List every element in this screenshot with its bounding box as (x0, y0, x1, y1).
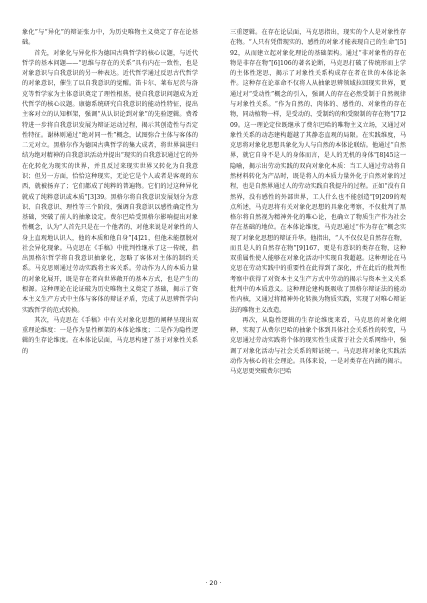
paragraph-continued: 三重逻辑。在存在论层面，马克思指出，现实的个人是对象性存在物。“人只有凭借现实的、感性的对象才能表现自己的生命”[5]92，从而建立起对象化理论的基础架构。通过“非对象性的存在物是非存在物”[6]106的著名论断，马克思打破了传统形而上学的主体性迷思，揭示了对象性关系构成存在者在世的本体论条件。这种存在论革命不仅将人从抽象思辨领域拉回现实世界，更通过对“受动性”概念的引入，强调人的存在必然受制于自然规律与对象性关系。“作为自然的、肉体的、感性的、对象性的存在物，同动植物一样，是受动的、受制约的和受限制的存在物”[7]209。这一理论定位既继承了费尔巴哈的唯物主义立场，又通过对象性关系的动态建构超越了其静态直观的局限。在实践维度，马克思将对象化思想具象化为人与自然的本体论联结。他通过“自然界，就它自身不是人的身体而言，是人的无机的身体”[8]45这一隐喻，揭示出劳动实践的双向对象化本质：当工人通过劳动将自然材料转化为产品时，既是将人的本质力量外化于自然对象的过程，也是自然界通过人的劳动实践自我提升的过程。正如“没有自然界，没有感性的外部世界，工人什么也不能创造”[9]209的观点所述，马克思将有关对象化思想的具象化考察，不仅批判了黑格尔将自然视为精神外化的唯心论，也确立了物质生产作为社会存在基础的地位。在本体论维度，马克思通过“作为存在”概念实现了对象化思想的辩证升华。他指出，“人不仅仅是自然存在物，而且是人的自然存在物”[9]167，更是有意识的类存在物，这种双重属性使人能够在对象化活动中实现自我超越。这种理论在马克思在劳动实践中的重要性在此得到了深化，并在此后的批判性考察中获得了对资本主义生产方式中劳动的揭示与资本主义关系批判中的本质意义。这种理论建构既吸收了黑格尔辩证法的能动性内核，又通过将精神外化转换为物质实践，实现了对唯心辩证法的唯物主义改造。 (230, 29, 406, 314)
right-text-column (230, 28, 406, 378)
paragraph-objectification-history: 首先，对象化与异化作为德国古典哲学的核心议题，与近代哲学的基本问题——“思维与存在的关系”具有内在一致性，也是对象意识与自我意识的另一种表达。近代哲学通过反思古代哲学的对象意识，催生了以自我意识的觉醒。笛卡尔、莱布尼茨与洛克等哲学家为主体意识奠定了理性根基，使自我意识问题成为近代哲学的核心议题。康德系统研究自我意识的能动性特征，提出主客对立的认知框架，强调“从认识论到对象”的先验逻辑。费希特进一步将自我意识发展为辩证运动过程，揭示其创造性与否定性特征。谢林则通过“绝对同一性”概念，试图弥合主体与客体的二元对立。黑格尔作为德国古典哲学的集大成者，将世界演进归结为绝对精神的自我意识活动并提出“现实的自我意识通过它的外在化转化为现实的世界，并且反过来现实世界又转化为自我意识；但另一方面，恰恰这种现实，无论它是个人或者是客观的东西，就被扬弃了；它们都成了纯粹的普遍物。它们的过这种异化就成了纯粹意识或本质”[3]39。黑格尔将自我意识发展划分为意识、自我意识、理性等三个阶段，强调自我意识以感性确定性为基础，突破了前人的抽象设定。费尔巴哈受黑格尔影响提出对象性概念，认为“人首先只是在一个他者的、对他来说是对象性的人身上直观地认识人，他的本质和他自身”[4]21，但他未能摆脱对社会异化现象。马克思在《手稿》中批判性继承了这一传统，指出黑格尔哲学将自我意识抽象化，忽略了客体对主体的制约关系。马克思则通过劳动实践将主客关系。劳动作为人的本质力量的对象化展开，既是存在者向世界敞开的基本方式，也是产生的根源。这种理论在论证破为历史唯物主义奠定了基础，揭示了资本主义生产方式中主体与客体的辩证矛盾，完成了从思辨哲学向实践哲学的范式转换。 (22, 49, 198, 314)
paragraph-dual-dimension: 其次，马克思在《手稿》中有关对象化思想的阐释呈现出双重理论维度：一是作为显性框架的本体论维度；二是作为隐性逻辑的生存论维度。在本体论层面，马克思构建了基于对象性关系的 (22, 316, 198, 355)
left-text-column (22, 28, 198, 357)
page-number: · 20 · (205, 579, 222, 587)
paragraph-continued: 象化”与“异化”的辩证张力中，为历史唯物主义奠定了存在论基础。 (22, 29, 198, 47)
paragraph-existential-dimension: 再次，从隐性逻辑的生存论维度来看，马克思的对象化阐释，实现了从费尔巴哈的抽象个体到具体社会关系性的转变，马克思通过劳动实践将个体的现实性生成置于社会关系网络中，强调了对象化活动与社会关系的辩证统一。马克思将对象化实践活动作为核心的社会理论。具体来说，一是对类存在内涵的揭示。马克思更突破费尔巴哈 (230, 316, 406, 376)
